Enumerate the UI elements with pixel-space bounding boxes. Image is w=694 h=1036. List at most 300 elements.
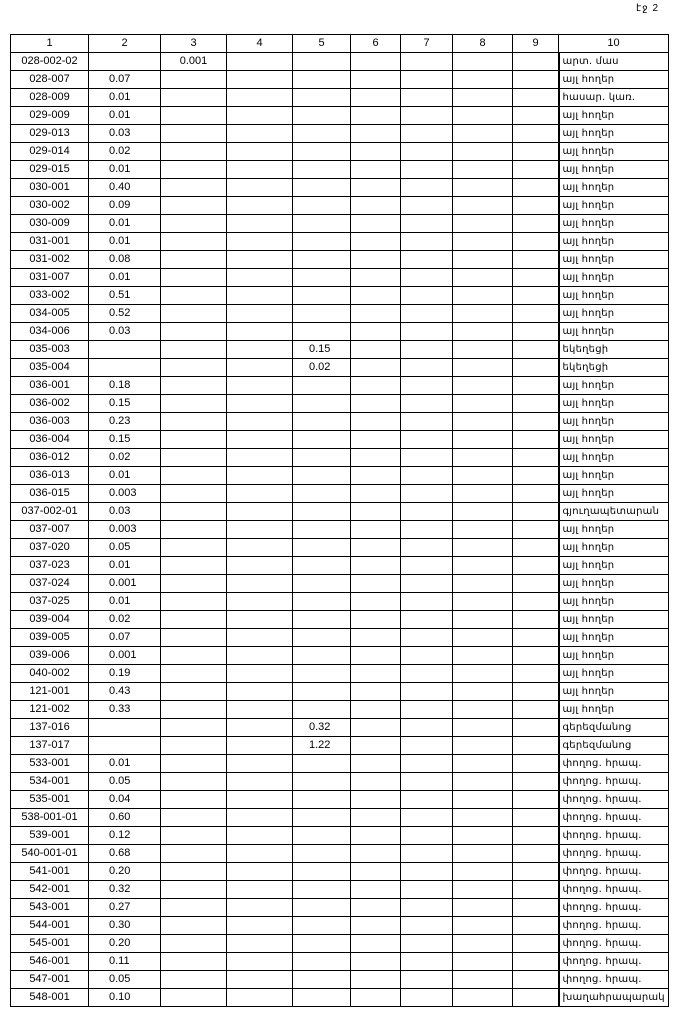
- table-cell: [513, 557, 559, 575]
- table-cell: 0.01: [89, 755, 161, 773]
- table-cell: 0.07: [89, 71, 161, 89]
- table-cell: [453, 683, 513, 701]
- table-cell: այլ հողեր: [559, 377, 669, 395]
- table-cell: [351, 539, 401, 557]
- table-cell: 037-002-01: [11, 503, 89, 521]
- table-cell: այլ հողեր: [559, 683, 669, 701]
- table-cell: [513, 755, 559, 773]
- table-cell: այլ հողեր: [559, 647, 669, 665]
- table-cell: [351, 881, 401, 899]
- table-cell: [401, 575, 453, 593]
- table-cell: 028-002-02: [11, 53, 89, 71]
- table-cell: [293, 53, 351, 71]
- table-cell: [161, 89, 227, 107]
- table-cell: 030-001: [11, 179, 89, 197]
- table-cell: [293, 575, 351, 593]
- table-cell: [227, 395, 293, 413]
- table-cell: [351, 323, 401, 341]
- table-cell: [351, 143, 401, 161]
- table-cell: [351, 287, 401, 305]
- table-cell: [401, 485, 453, 503]
- table-cell: այլ հողեր: [559, 575, 669, 593]
- table-cell: [401, 539, 453, 557]
- table-cell: [401, 719, 453, 737]
- table-row: [11, 71, 669, 89]
- table-cell: [401, 827, 453, 845]
- table-cell: [351, 89, 401, 107]
- table-cell: փողոց. հրապ.: [559, 971, 669, 989]
- table-cell: [513, 683, 559, 701]
- table-cell: 039-006: [11, 647, 89, 665]
- table-cell: [227, 53, 293, 71]
- table-cell: [227, 485, 293, 503]
- table-cell: փողոց. հրապ.: [559, 755, 669, 773]
- table-cell: 035-004: [11, 359, 89, 377]
- table-cell: [513, 71, 559, 89]
- table-cell: այլ հողեր: [559, 629, 669, 647]
- table-cell: [227, 863, 293, 881]
- table-cell: փողոց. հրապ.: [559, 881, 669, 899]
- table-cell: [513, 809, 559, 827]
- table-cell: [227, 287, 293, 305]
- table-cell: 0.09: [89, 197, 161, 215]
- table-cell: [227, 755, 293, 773]
- table-cell: [351, 917, 401, 935]
- table-cell: [161, 215, 227, 233]
- table-cell: [513, 665, 559, 683]
- table-cell: [161, 323, 227, 341]
- table-cell: [161, 413, 227, 431]
- table-cell: եկեղեցի: [559, 359, 669, 377]
- table-row: [11, 341, 669, 359]
- table-cell: [293, 323, 351, 341]
- table-row: [11, 233, 669, 251]
- table-cell: [227, 953, 293, 971]
- table-cell: 121-002: [11, 701, 89, 719]
- table-cell: [513, 125, 559, 143]
- table-cell: այլ հողեր: [559, 323, 669, 341]
- table-cell: [161, 557, 227, 575]
- table-cell: [401, 863, 453, 881]
- table-cell: 0.01: [89, 107, 161, 125]
- table-cell: [89, 719, 161, 737]
- table-cell: 0.40: [89, 179, 161, 197]
- table-cell: [227, 377, 293, 395]
- table-cell: [513, 989, 559, 1007]
- table-cell: [351, 809, 401, 827]
- table-cell: [453, 665, 513, 683]
- table-cell: 0.12: [89, 827, 161, 845]
- table-cell: [401, 683, 453, 701]
- table-cell: [513, 251, 559, 269]
- table-cell: [293, 521, 351, 539]
- table-cell: [513, 935, 559, 953]
- table-cell: [351, 467, 401, 485]
- table-cell: 1.22: [293, 737, 351, 755]
- table-cell: 035-003: [11, 341, 89, 359]
- table-cell: [401, 917, 453, 935]
- table-row: [11, 881, 669, 899]
- table-cell: [351, 611, 401, 629]
- table-cell: [453, 431, 513, 449]
- table-cell: փողոց. հրապ.: [559, 791, 669, 809]
- table-cell: [293, 629, 351, 647]
- table-cell: 037-007: [11, 521, 89, 539]
- table-cell: այլ հողեր: [559, 71, 669, 89]
- table-cell: [161, 899, 227, 917]
- table-cell: [293, 773, 351, 791]
- column-header: 2: [89, 35, 161, 53]
- table-cell: [161, 827, 227, 845]
- table-cell: 036-001: [11, 377, 89, 395]
- table-cell: [227, 233, 293, 251]
- table-cell: 0.51: [89, 287, 161, 305]
- table-cell: փողոց. հրապ.: [559, 917, 669, 935]
- table-cell: 0.03: [89, 323, 161, 341]
- table-cell: [293, 485, 351, 503]
- table-row: [11, 197, 669, 215]
- table-cell: [161, 341, 227, 359]
- table-cell: [513, 449, 559, 467]
- table-cell: 037-024: [11, 575, 89, 593]
- table-body: [11, 53, 669, 1007]
- table-cell: [351, 899, 401, 917]
- table-cell: [227, 737, 293, 755]
- column-header: 10: [559, 35, 669, 53]
- table-cell: 036-004: [11, 431, 89, 449]
- table-row: [11, 377, 669, 395]
- table-cell: [453, 341, 513, 359]
- table-cell: [161, 953, 227, 971]
- table-row: [11, 683, 669, 701]
- table-cell: [293, 89, 351, 107]
- table-cell: 0.15: [293, 341, 351, 359]
- table-cell: [161, 377, 227, 395]
- table-cell: 0.27: [89, 899, 161, 917]
- table-cell: [401, 287, 453, 305]
- table-cell: 0.10: [89, 989, 161, 1007]
- table-cell: [161, 701, 227, 719]
- table-cell: [227, 845, 293, 863]
- table-cell: [293, 611, 351, 629]
- table-cell: [453, 629, 513, 647]
- table-cell: [293, 827, 351, 845]
- table-cell: [513, 179, 559, 197]
- table-cell: 036-015: [11, 485, 89, 503]
- table-cell: [293, 71, 351, 89]
- table-cell: [161, 683, 227, 701]
- table-cell: [401, 107, 453, 125]
- table-cell: 029-014: [11, 143, 89, 161]
- table-cell: փողոց. հրապ.: [559, 899, 669, 917]
- table-row: [11, 575, 669, 593]
- table-cell: [227, 881, 293, 899]
- table-cell: այլ հողեր: [559, 665, 669, 683]
- table-cell: [293, 917, 351, 935]
- table-cell: [453, 359, 513, 377]
- table-cell: [293, 125, 351, 143]
- table-cell: [401, 989, 453, 1007]
- table-cell: 039-005: [11, 629, 89, 647]
- table-cell: [513, 611, 559, 629]
- table-row: [11, 593, 669, 611]
- table-cell: [401, 647, 453, 665]
- table-cell: [453, 791, 513, 809]
- table-cell: [351, 863, 401, 881]
- table-cell: [401, 809, 453, 827]
- table-cell: 0.15: [89, 395, 161, 413]
- table-row: [11, 773, 669, 791]
- table-cell: 033-002: [11, 287, 89, 305]
- table-cell: հասար. կառ.: [559, 89, 669, 107]
- table-cell: [351, 125, 401, 143]
- table-cell: 546-001: [11, 953, 89, 971]
- table-cell: [227, 575, 293, 593]
- table-cell: [293, 845, 351, 863]
- table-cell: [513, 575, 559, 593]
- table-cell: [453, 449, 513, 467]
- table-row: [11, 629, 669, 647]
- table-cell: [513, 647, 559, 665]
- table-cell: այլ հողեր: [559, 593, 669, 611]
- table-cell: 0.01: [89, 593, 161, 611]
- table-row: [11, 431, 669, 449]
- table-cell: արտ. մաս: [559, 53, 669, 71]
- table-cell: [227, 215, 293, 233]
- table-cell: [513, 737, 559, 755]
- table-cell: 036-003: [11, 413, 89, 431]
- table-row: [11, 179, 669, 197]
- land-parcel-table: [10, 34, 669, 1007]
- table-cell: 0.03: [89, 503, 161, 521]
- table-cell: [351, 737, 401, 755]
- table-row: [11, 503, 669, 521]
- table-cell: [351, 827, 401, 845]
- table-cell: [227, 89, 293, 107]
- table-cell: [453, 179, 513, 197]
- table-row: [11, 305, 669, 323]
- table-cell: [513, 863, 559, 881]
- table-cell: [513, 395, 559, 413]
- table-cell: 028-009: [11, 89, 89, 107]
- table-cell: 0.01: [89, 467, 161, 485]
- table-cell: [513, 917, 559, 935]
- table-cell: [227, 629, 293, 647]
- table-cell: [513, 593, 559, 611]
- column-header: 9: [513, 35, 559, 53]
- table-cell: [293, 395, 351, 413]
- table-cell: 0.003: [89, 485, 161, 503]
- table-row: [11, 413, 669, 431]
- table-cell: [227, 593, 293, 611]
- table-cell: [401, 449, 453, 467]
- table-cell: 031-002: [11, 251, 89, 269]
- table-cell: [453, 377, 513, 395]
- table-cell: [293, 647, 351, 665]
- table-cell: 542-001: [11, 881, 89, 899]
- table-cell: [513, 377, 559, 395]
- table-cell: [513, 341, 559, 359]
- table-cell: [513, 701, 559, 719]
- table-cell: [513, 485, 559, 503]
- table-cell: [513, 719, 559, 737]
- table-cell: [453, 233, 513, 251]
- table-cell: [227, 899, 293, 917]
- table-cell: [227, 161, 293, 179]
- table-cell: [401, 665, 453, 683]
- table-cell: [453, 989, 513, 1007]
- table-cell: [227, 971, 293, 989]
- table-cell: [401, 629, 453, 647]
- table-cell: [161, 989, 227, 1007]
- table-row: [11, 899, 669, 917]
- table-cell: 121-001: [11, 683, 89, 701]
- table-cell: փողոց. հրապ.: [559, 935, 669, 953]
- table-cell: [161, 359, 227, 377]
- table-cell: [513, 287, 559, 305]
- table-cell: [453, 53, 513, 71]
- table-cell: [293, 755, 351, 773]
- table-cell: [453, 845, 513, 863]
- table-cell: [293, 881, 351, 899]
- table-cell: 547-001: [11, 971, 89, 989]
- table-cell: [453, 413, 513, 431]
- table-cell: 137-016: [11, 719, 89, 737]
- table-cell: [401, 161, 453, 179]
- table-cell: [401, 323, 453, 341]
- table-row: [11, 485, 669, 503]
- table-cell: [513, 773, 559, 791]
- table-cell: [513, 215, 559, 233]
- table-cell: [351, 557, 401, 575]
- table-cell: [513, 881, 559, 899]
- table-cell: [227, 197, 293, 215]
- table-row: [11, 449, 669, 467]
- table-cell: 037-020: [11, 539, 89, 557]
- table-cell: [227, 557, 293, 575]
- table-cell: [293, 431, 351, 449]
- table-cell: [161, 125, 227, 143]
- table-cell: [453, 575, 513, 593]
- table-cell: այլ հողեր: [559, 287, 669, 305]
- table-cell: [351, 377, 401, 395]
- table-cell: 0.18: [89, 377, 161, 395]
- table-cell: [161, 593, 227, 611]
- table-cell: [453, 593, 513, 611]
- table-cell: այլ հողեր: [559, 305, 669, 323]
- table-cell: [227, 701, 293, 719]
- table-cell: [453, 737, 513, 755]
- table-cell: այլ հողեր: [559, 395, 669, 413]
- table-cell: [351, 269, 401, 287]
- table-cell: [293, 179, 351, 197]
- table-cell: [227, 107, 293, 125]
- table-cell: [513, 953, 559, 971]
- table-row: [11, 269, 669, 287]
- column-header: 6: [351, 35, 401, 53]
- table-cell: [351, 233, 401, 251]
- table-cell: [351, 431, 401, 449]
- table-cell: այլ հողեր: [559, 521, 669, 539]
- table-cell: [453, 557, 513, 575]
- table-cell: [401, 971, 453, 989]
- table-row: [11, 539, 669, 557]
- table-cell: [351, 683, 401, 701]
- table-cell: 030-009: [11, 215, 89, 233]
- page-number: էջ 2: [636, 3, 660, 14]
- table-cell: այլ հողեր: [559, 251, 669, 269]
- table-cell: [351, 71, 401, 89]
- table-row: [11, 989, 669, 1007]
- table-cell: [227, 449, 293, 467]
- table-cell: [293, 971, 351, 989]
- table-row: [11, 287, 669, 305]
- column-header: 7: [401, 35, 453, 53]
- table-cell: [161, 143, 227, 161]
- table-cell: [401, 305, 453, 323]
- table-cell: [453, 305, 513, 323]
- table-cell: այլ հողեր: [559, 143, 669, 161]
- table-cell: [351, 629, 401, 647]
- table-cell: [161, 485, 227, 503]
- table-row: [11, 557, 669, 575]
- table-cell: 037-025: [11, 593, 89, 611]
- table-cell: [401, 611, 453, 629]
- table-cell: [227, 125, 293, 143]
- table-cell: [161, 107, 227, 125]
- table-cell: 0.08: [89, 251, 161, 269]
- table-cell: [161, 575, 227, 593]
- table-cell: [227, 431, 293, 449]
- table-cell: [453, 809, 513, 827]
- table-cell: այլ հողեր: [559, 449, 669, 467]
- table-cell: [227, 179, 293, 197]
- table-row: [11, 467, 669, 485]
- table-cell: 0.23: [89, 413, 161, 431]
- table-cell: 0.68: [89, 845, 161, 863]
- table-cell: [351, 935, 401, 953]
- table-cell: [161, 647, 227, 665]
- table-cell: 0.01: [89, 557, 161, 575]
- table-cell: [513, 503, 559, 521]
- table-cell: [293, 953, 351, 971]
- table-cell: [453, 881, 513, 899]
- table-cell: 538-001-01: [11, 809, 89, 827]
- table-cell: 0.05: [89, 773, 161, 791]
- table-cell: այլ հողեր: [559, 269, 669, 287]
- table-cell: [161, 755, 227, 773]
- table-row: [11, 395, 669, 413]
- table-cell: փողոց. հրապ.: [559, 863, 669, 881]
- table-cell: այլ հողեր: [559, 125, 669, 143]
- table-row: [11, 863, 669, 881]
- table-cell: [401, 341, 453, 359]
- table-cell: [351, 179, 401, 197]
- table-cell: 0.11: [89, 953, 161, 971]
- table-cell: [293, 989, 351, 1007]
- table-cell: [293, 665, 351, 683]
- table-cell: [453, 161, 513, 179]
- table-cell: [161, 845, 227, 863]
- table-cell: 0.07: [89, 629, 161, 647]
- column-header: 8: [453, 35, 513, 53]
- table-cell: գյուղապետարան: [559, 503, 669, 521]
- table-row: [11, 665, 669, 683]
- table-cell: [351, 485, 401, 503]
- table-cell: [513, 539, 559, 557]
- table-cell: [161, 287, 227, 305]
- table-row: [11, 719, 669, 737]
